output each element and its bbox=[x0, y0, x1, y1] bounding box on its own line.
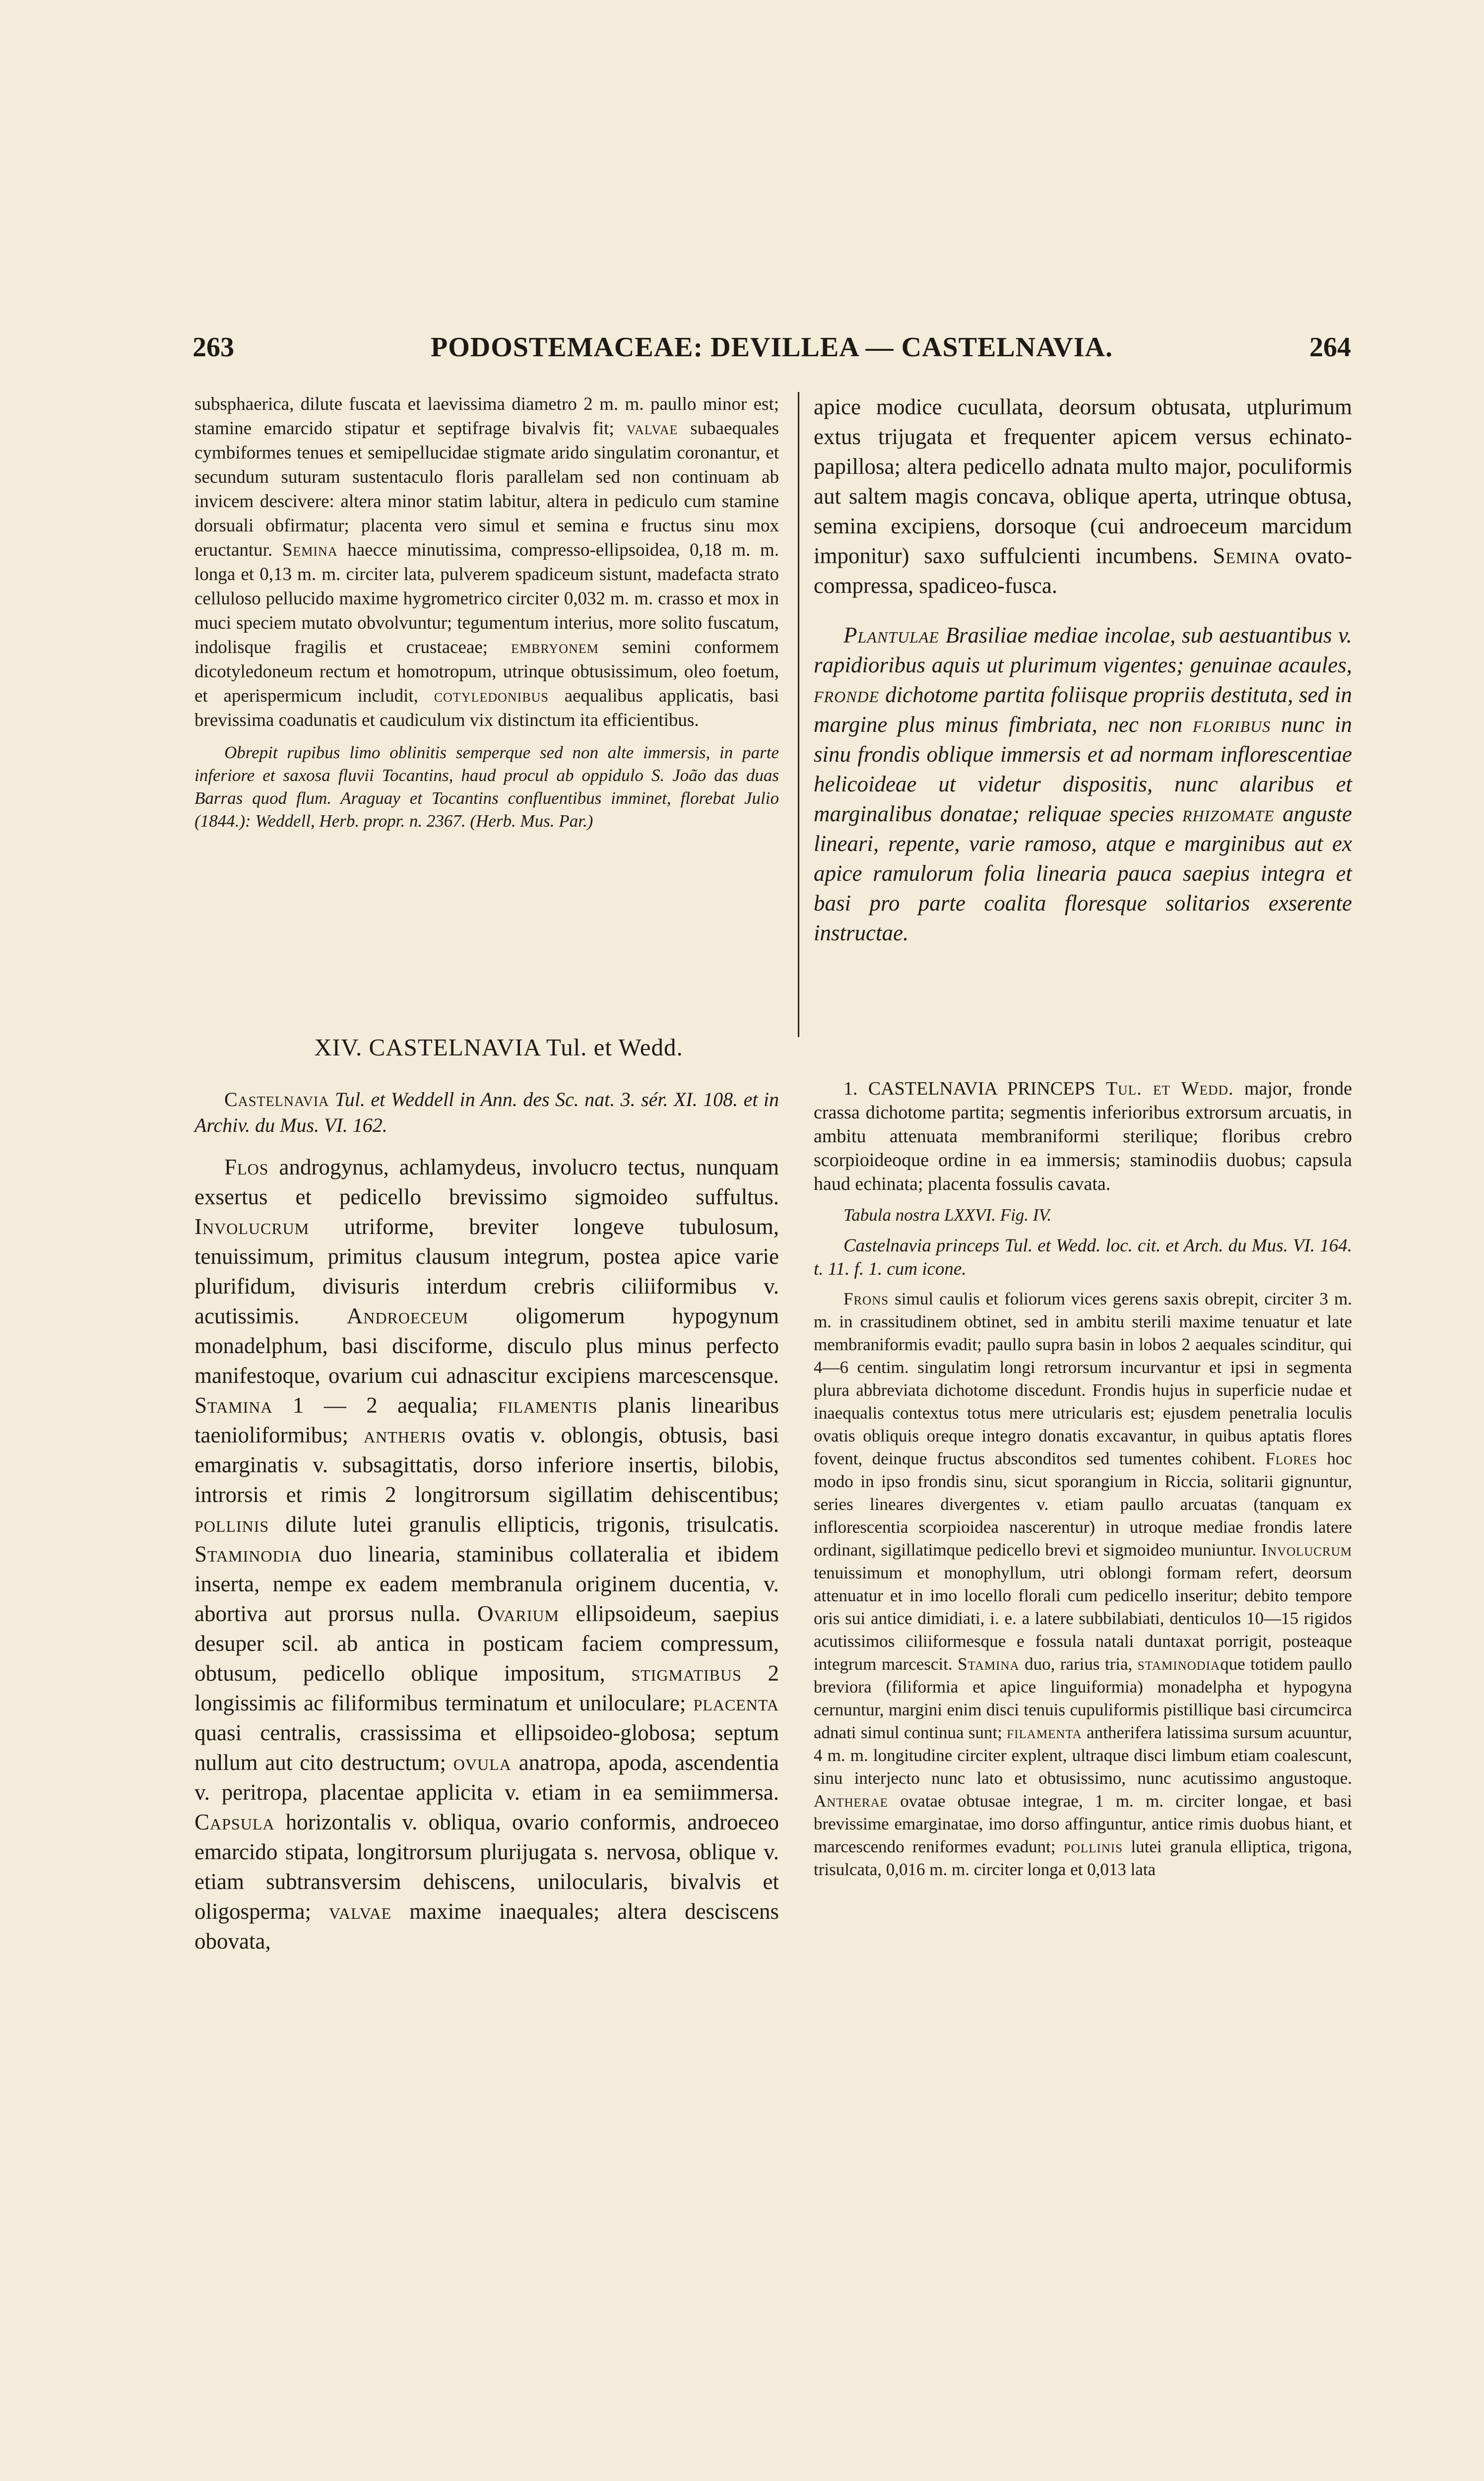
paragraph-seed-description: subsphaerica, dilute fuscata et laevissima diametro 2 m. m. paullo minor est; stamine emarcido stipatur et septifrage bivalvis fit; valvae subaequales cymbiformes tenues et semipellucidae stigmate arido singulatim coronantur, et secundum suturam sustentaculo floris parallelam sed non continuam ab invicem descivere: altera minor statim labitur, altera in pediculo cum stamine dorsuali obfirmatur; placenta vero simul et semina e fructus sinu mox eructantur. Semina haecce minutissima, compresso-ellipsoidea, 0,18 m. m. longa et 0,13 m. m. circiter lata, pulverem spadiceum sistunt, madefacta strato celluloso pellucido maxime hygrometrico circiter 0,032 m. m. crasso et mox in muci speciem mutato obvolvuntur; tegumentum interius, more solito fuscatum, indolisque fragilis et crustaceae; embryonem semini conformem dicotyledoneum rectum et homotropum, utrinque obtusissimum, oleo foetum, et aperispermicum includit, cotyledonibus aequalibus applicatis, basi brevissima coadunatis et caudiculum vix distinctum ita efficientibus. bbox=[194, 394, 779, 730]
genus-description: Flos androgynus, achlamydeus, involucro tectus, nunquam exsertus et pedicello brevissimo sigmoideo suffultus. Involucrum utriforme, breviter longeve tubulosum, tenuissimum, primitus clausum integrum, postea apice varie plurifidum, divisuris interdum crebris ciliiformibus v. acutissimis. Androeceum oligomerum hypogynum monadelphum, basi disciforme, disculo plus minus perfecto manifestoque, ovarium cui adnascitur excipiens marcescensque. Stamina 1 — 2 aequalia; filamentis planis linearibus taenioliformibus; antheris ovatis v. oblongis, obtusis, basi emarginatis v. subsagittatis, dorso inferiore insertis, bilobis, introrsis et rimis 2 longitrorsum sigillatim dehiscentibus; pollinis dilute lutei granulis ellipticis, trigonis, trisulcatis. Staminodia duo linearia, staminibus collateralia et ibidem inserta, nempe ex eadem membranula originem ducentia, v. abortiva aut prorsus nulla. Ovarium ellipsoideum, saepius desuper scil. ab antica in posticam faciem compressum, obtusum, pedicello oblique impositum, stigmatibus 2 longissimis ac filiformibus terminatum et uniloculare; placenta quasi centralis, crassissima et ellipsoideo-globosa; septum nullum aut cito destructum; ovula anatropa, apoda, ascendentia v. peritropa, placentae applicita v. etiam in ea semiimmersa. Capsula horizontalis v. obliqua, ovario conformis, androeceo emarcido stipata, longitrorsum plurijugata s. nervosa, oblique v. etiam subtransversim dehiscens, unilocularis, bivalvis et oligosperma; valvae maxime inaequales; altera desciscens obovata, bbox=[194, 1155, 779, 1954]
running-title: PODOSTEMACEAE: DEVILLEA — CASTELNAVIA. bbox=[431, 332, 1113, 363]
page-number-left: 263 bbox=[193, 332, 234, 363]
genus-citation: Castelnavia Tul. et Weddell in Ann. des Sc. nat. 3. sér. XI. 108. et in Archiv. du Mus. VI. 162. bbox=[194, 1088, 779, 1136]
capsule-continuation: apice modice cucullata, deorsum obtusata, utplurimum extus trijugata et frequenter apicem versus echinato-papillosa; altera pedicello adnata multo major, poculiformis aut saltem magis concava, oblique aperta, utrinque obtusa, semina excipiens, dorsoque (cui androeceum marcidum imponitur) saxo suffulcienti incumbens. Semina ovato-compressa, spadiceo-fusca. bbox=[814, 394, 1352, 598]
genus-heading: XIV. CASTELNAVIA Tul. et Wedd. bbox=[314, 1034, 683, 1061]
page-number-right: 264 bbox=[1309, 332, 1351, 363]
column-divider bbox=[798, 392, 799, 1037]
left-column-top bbox=[194, 392, 779, 833]
species-description: Frons simul caulis et foliorum vices gerens saxis obrepit, circiter 3 m. m. in crassitudinem obtinet, sed in ambitu sterili maxime tenuatur et late membraniformis evadit; paullo supra basin in lobos 2 aequales scinditur, qui 4—6 centim. singulatim longi retrorsum incurvantur et ipsi in segmenta plura abbreviata dichotome discedunt. Frondis hujus in superficie nudae et inaequalis contextus totus mere utricularis est; ejusdem penetralia loculis ovatis obliquis oreque integro donatis excavantur, in quibus aptatis flores fovent, deinque fructus absconditos sed tumentes cohibent. Flores hoc modo in ipso frondis sinu, sicut sporangium in Riccia, solitarii gignuntur, series lineares divergentes v. etiam paullo arcuatas (tanquam ex inflorescentia scorpioidea nascerentur) in utroque mediae frondis latere ordinant, sigillatimque pedicello brevi et sigmoideo muniuntur. Involucrum tenuissimum et monophyllum, utri oblongi formam refert, deorsum attenuatur et in imo locello florali cum pedicello inseritur; debito tempore oris sui antice dimidiati, i. e. a latere subbilabiati, denticulos 10—15 rigidos acutissimos ciliiformesque e fossula natali duntaxat porrigit, posteaque integrum marcescit. Stamina duo, rarius tria, staminodiaque totidem paullo breviora (filiformia et apice linguiformia) monadelpha et hypogyna cernuntur, margini enim disci tenuis cupuliformis pistillique basi circumcirca adnati simul continua sunt; filamenta antherifera latissima sursum acuuntur, 4 m. m. longitudine circiter explent, ultraque disci limbum etiam coalescunt, sinu interjecto nunc lato et obtusissimo, nunc acutissimo angustoque. Antherae ovatae obtusae integrae, 1 m. m. circiter longae, et basi brevissime emarginatae, imo dorso affinguntur, antice rimis duobus hiant, et marcescendo reniformes evadunt; pollinis lutei granula elliptica, trigona, trisulcata, 0,016 m. m. circiter longa et 0,013 lata bbox=[814, 1289, 1353, 1879]
left-column-genus bbox=[194, 1087, 779, 1956]
species-diagnosis: 1. CASTELNAVIA PRINCEPS Tul. et Wedd. major, fronde crassa dichotome partita; segmentis inferioribus extrorsum arcuatis, in ambitu attenuata membraniformi sterilique; floribus crebro scorpioideoque ordine in ea immersis; staminodiis duobus; capsula haud echinata; placenta fossulis cavata. bbox=[814, 1078, 1353, 1194]
habitat-note: Obrepit rupibus limo oblinitis semperque sed non alte immersis, in parte inferiore et saxosa fluvii Tocantins, haud procul ab oppidulo S. João das duas Barras quod flum. Araguay et Tocantins confluentibus imminet, florebat Julio (1844.): Weddell, Herb. propr. n. 2367. (Herb. Mus. Par.) bbox=[194, 743, 779, 831]
literature-reference: Castelnavia princeps Tul. et Wedd. loc. cit. et Arch. du Mus. VI. 164. t. 11. f. 1. cum icone. bbox=[814, 1236, 1352, 1279]
right-column-species bbox=[814, 1077, 1352, 1881]
plantulae-paragraph: Plantulae Brasiliae mediae incolae, sub aestuantibus v. rapidioribus aquis ut plurimum vigentes; genuinae acaules, fronde dichotome partita foliisque propriis destituta, sed in margine plus minus fimbriata, nec non floribus nunc in sinu frondis oblique immersis et ad normam inflorescentiae helicoideae ut videtur dispositis, nunc alaribus et marginalibus donatae; reliquae species rhizomate anguste lineari, repente, varie ramoso, atque e marginibus aut ex apice ramulorum folia linearia pauca saepius integra et basi pro parte coalita floresque solitarios exserente instructae. bbox=[814, 623, 1353, 945]
right-column-top bbox=[814, 392, 1352, 948]
page-header bbox=[193, 331, 1351, 371]
plate-reference: Tabula nostra LXXVI. Fig. IV. bbox=[843, 1205, 1052, 1225]
